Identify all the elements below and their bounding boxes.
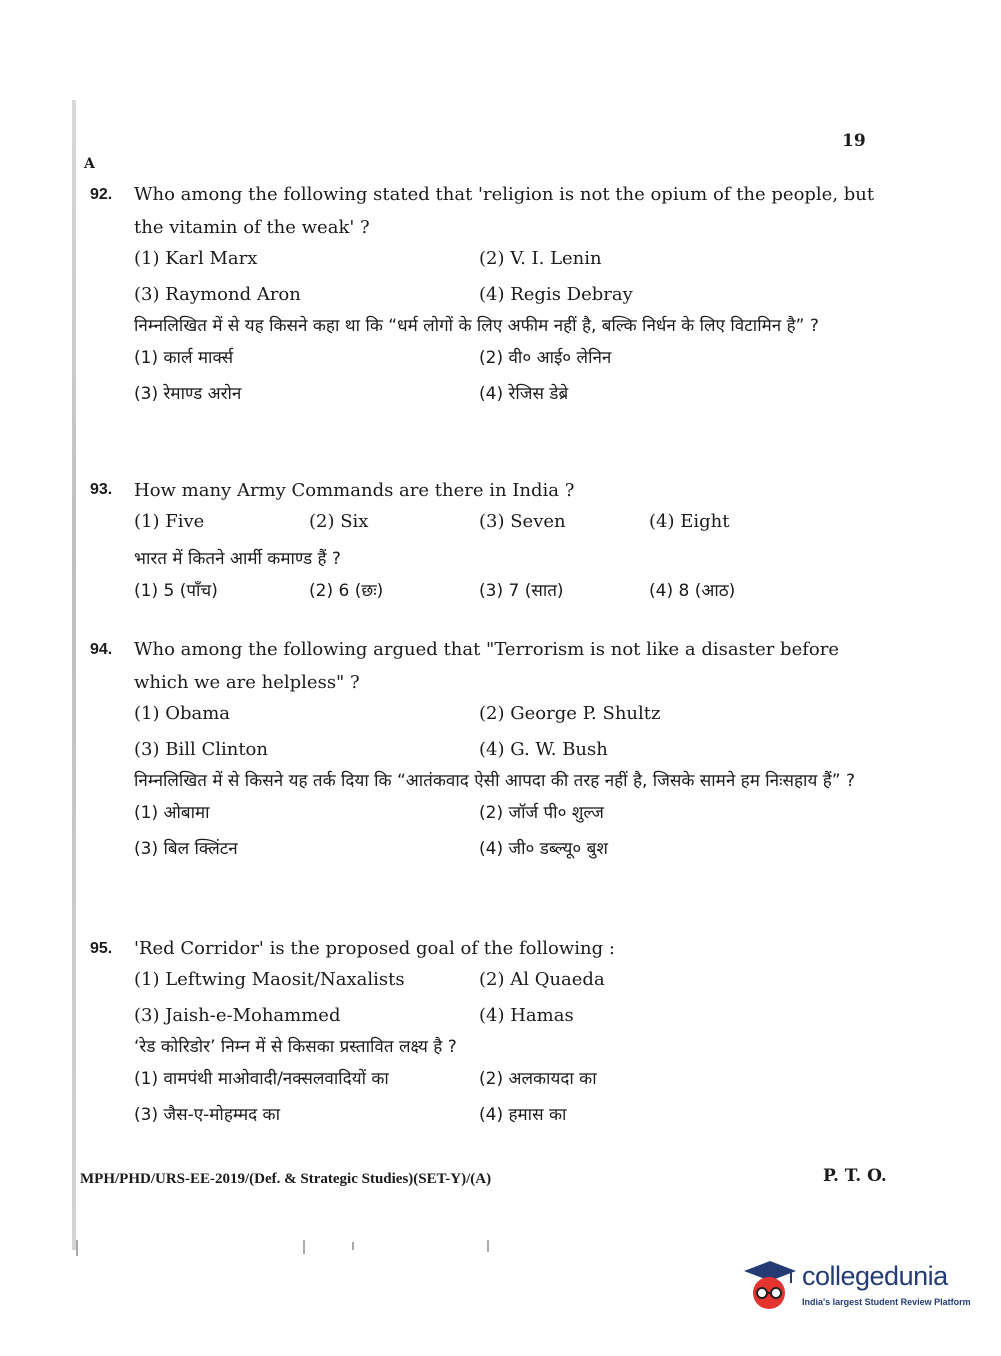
question-93 [90, 474, 880, 606]
option: (4) रेजिस डेब्रे [479, 384, 569, 404]
question-94 [90, 633, 880, 864]
option: (4) G. W. Bush [479, 739, 608, 760]
option: (4) 8 (आठ) [649, 581, 736, 601]
brand-name: collegedunia [802, 1261, 948, 1291]
option: (1) कार्ल मार्क्स [134, 348, 234, 368]
question-stem-hi: ‘रेड कोरिडोर’ निम्न में से किसका प्रस्तावित लक्ष्य है ? [134, 1037, 457, 1057]
option: (4) Regis Debray [479, 284, 633, 305]
option: (4) हमास का [479, 1105, 567, 1125]
option: (1) Karl Marx [134, 248, 258, 269]
option: (2) V. I. Lenin [479, 248, 602, 269]
question-stem-en: Who among the following stated that 'religion is not the opium of the people, but the vitamin of the weak' ? [134, 184, 875, 238]
options-en [134, 965, 880, 1031]
question-number: 95. [90, 940, 113, 957]
option: (3) 7 (सात) [479, 581, 564, 601]
set-letter: A [84, 156, 95, 172]
scan-mark [303, 1240, 305, 1254]
question-stem-hi: भारत में कितने आर्मी कमाण्ड हैं ? [134, 549, 341, 569]
option: (4) जी० डब्ल्यू० बुश [479, 839, 608, 859]
option: (3) जैस-ए-मोहम्मद का [134, 1105, 280, 1125]
options-en [134, 507, 880, 537]
question-number: 92. [90, 186, 113, 203]
question-stem-hi: निम्नलिखित में से यह किसने कहा था कि “धर्म लोगों के लिए अफीम नहीं है, बल्कि निर्धन के लिए विटामिन है” ? [134, 316, 819, 336]
option: (3) Jaish-e-Mohammed [134, 1005, 341, 1026]
option: (1) Five [134, 511, 205, 532]
question-stem-en: How many Army Commands are there in India ? [134, 480, 575, 501]
option: (2) अलकायदा का [479, 1069, 597, 1089]
page-number: 19 [842, 131, 866, 151]
option: (4) Eight [649, 511, 730, 532]
question-stem-en: 'Red Corridor' is the proposed goal of the following : [134, 938, 615, 959]
mascot-icon [742, 1257, 798, 1313]
options-en [134, 244, 880, 310]
paper-code-footer: MPH/PHD/URS-EE-2019/(Def. & Strategic Studies)(SET-Y)/(A) [80, 1171, 492, 1187]
option: (1) Leftwing Maosit/Naxalists [134, 969, 405, 990]
option: (2) 6 (छः) [309, 581, 384, 601]
option: (2) वी० आई० लेनिन [479, 348, 612, 368]
collegedunia-watermark [742, 1257, 972, 1317]
option: (2) Six [309, 511, 369, 532]
scan-mark [76, 1240, 78, 1256]
question-number: 94. [90, 641, 113, 658]
question-stem-hi: निम्नलिखित में से किसने यह तर्क दिया कि “आतंकवाद ऐसी आपदा की तरह नहीं है, जिसके सामने हम निःसहाय हैं” ? [134, 771, 855, 791]
scan-mark [487, 1240, 489, 1252]
question-92 [90, 178, 880, 409]
option: (2) Al Quaeda [479, 969, 605, 990]
option: (3) Seven [479, 511, 566, 532]
option: (1) वामपंथी माओवादी/नक्सलवादियों का [134, 1069, 389, 1089]
options-hi [134, 343, 880, 409]
option: (3) Bill Clinton [134, 739, 268, 760]
option: (3) बिल क्लिंटन [134, 839, 238, 859]
option: (2) जॉर्ज पी० शुल्ज [479, 803, 604, 823]
scan-page-edge [72, 100, 76, 1250]
options-hi [134, 798, 880, 864]
question-95 [90, 932, 880, 1130]
scan-mark [352, 1242, 354, 1250]
option: (1) 5 (पाँच) [134, 581, 218, 601]
pto-label: P. T. O. [823, 1166, 887, 1186]
options-hi [134, 1064, 880, 1130]
option: (2) George P. Shultz [479, 703, 661, 724]
option: (3) Raymond Aron [134, 284, 301, 305]
brand-tagline: India's largest Student Review Platform [802, 1297, 971, 1307]
question-stem-en: Who among the following argued that "Terrorism is not like a disaster before which we are helpless" ? [134, 639, 839, 693]
options-en [134, 699, 880, 765]
option: (1) Obama [134, 703, 231, 724]
option: (4) Hamas [479, 1005, 574, 1026]
option: (1) ओबामा [134, 803, 210, 823]
question-number: 93. [90, 481, 113, 498]
options-hi [134, 576, 880, 606]
option: (3) रेमाण्ड अरोन [134, 384, 242, 404]
